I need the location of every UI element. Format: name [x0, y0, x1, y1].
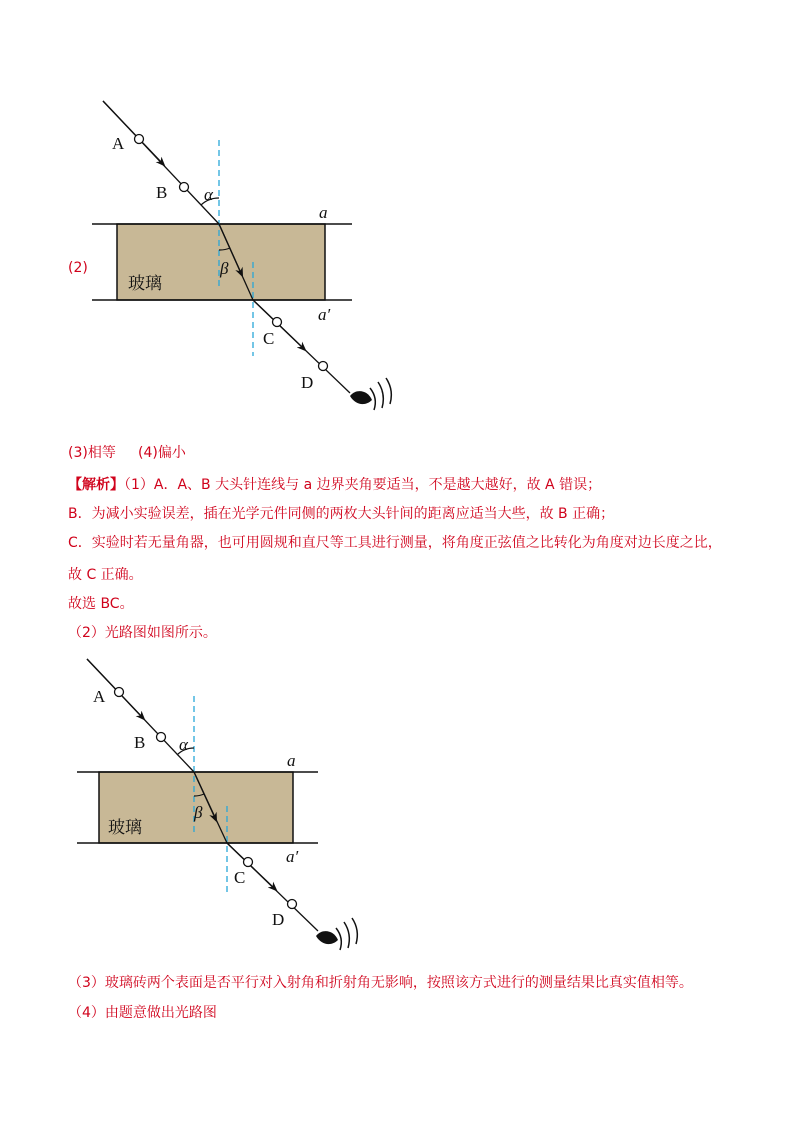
label-b: B [134, 733, 146, 752]
label-glass: 玻璃 [128, 274, 162, 294]
label-surface-a: a [287, 751, 296, 770]
conclusion-part4: （4）由题意做出光路图 [68, 1005, 217, 1021]
analysis-tag: 【解析】 [68, 477, 124, 493]
pin-a [115, 688, 124, 697]
part-label: (2) [68, 260, 88, 276]
pin-b [157, 733, 166, 742]
eye-icon [350, 378, 391, 410]
pin-b [180, 183, 189, 192]
answer-part3: (3)相等 [68, 445, 116, 461]
analysis-text1: （1）A．A、B 大头针连线与 a 边界夹角要适当，不是越大越好，故 A 错误； [124, 477, 602, 493]
label-a: A [112, 134, 125, 153]
conclusion-part3: （3）玻璃砖两个表面是否平行对入射角和折射角无影响，按照该方式进行的测量结果比真实值相等。 [68, 975, 693, 991]
pin-c [244, 858, 253, 867]
label-beta: β [220, 259, 229, 278]
pin-a [135, 135, 144, 144]
label-surface-a-prime: a′ [318, 305, 331, 324]
label-surface-a-prime: a′ [286, 847, 299, 866]
label-beta: β [194, 803, 203, 822]
label-a: A [93, 687, 106, 706]
eye-icon [316, 918, 357, 950]
analysis-line5: 故选 BC。 [68, 596, 134, 612]
pin-d [319, 362, 328, 371]
optics-diagram-2 [0, 640, 800, 960]
analysis-line6: （2）光路图如图所示。 [68, 625, 217, 641]
label-d: D [272, 910, 285, 929]
label-d: D [301, 373, 314, 392]
analysis-line3: C．实验时若无量角器，也可用圆规和直尺等工具进行测量，将角度正弦值之比转化为角度对边长度之比， [68, 535, 722, 551]
incident-arrow [103, 101, 162, 163]
optics-diagram-1 [0, 0, 800, 430]
answer-part4: (4)偏小 [138, 445, 186, 461]
label-alpha: α [179, 735, 188, 754]
pin-c [273, 318, 282, 327]
label-b: B [156, 183, 168, 202]
label-alpha: α [204, 185, 213, 204]
label-surface-a: a [319, 203, 328, 222]
label-glass: 玻璃 [108, 818, 142, 838]
label-c: C [234, 868, 246, 887]
pin-d [288, 900, 297, 909]
analysis-line1 [68, 476, 601, 494]
label-c: C [263, 329, 275, 348]
analysis-line2: B．为减小实验误差，插在光学元件同侧的两枚大头针间的距离应适当大些，故 B 正确； [68, 506, 615, 522]
analysis-line4: 故 C 正确。 [68, 567, 143, 583]
